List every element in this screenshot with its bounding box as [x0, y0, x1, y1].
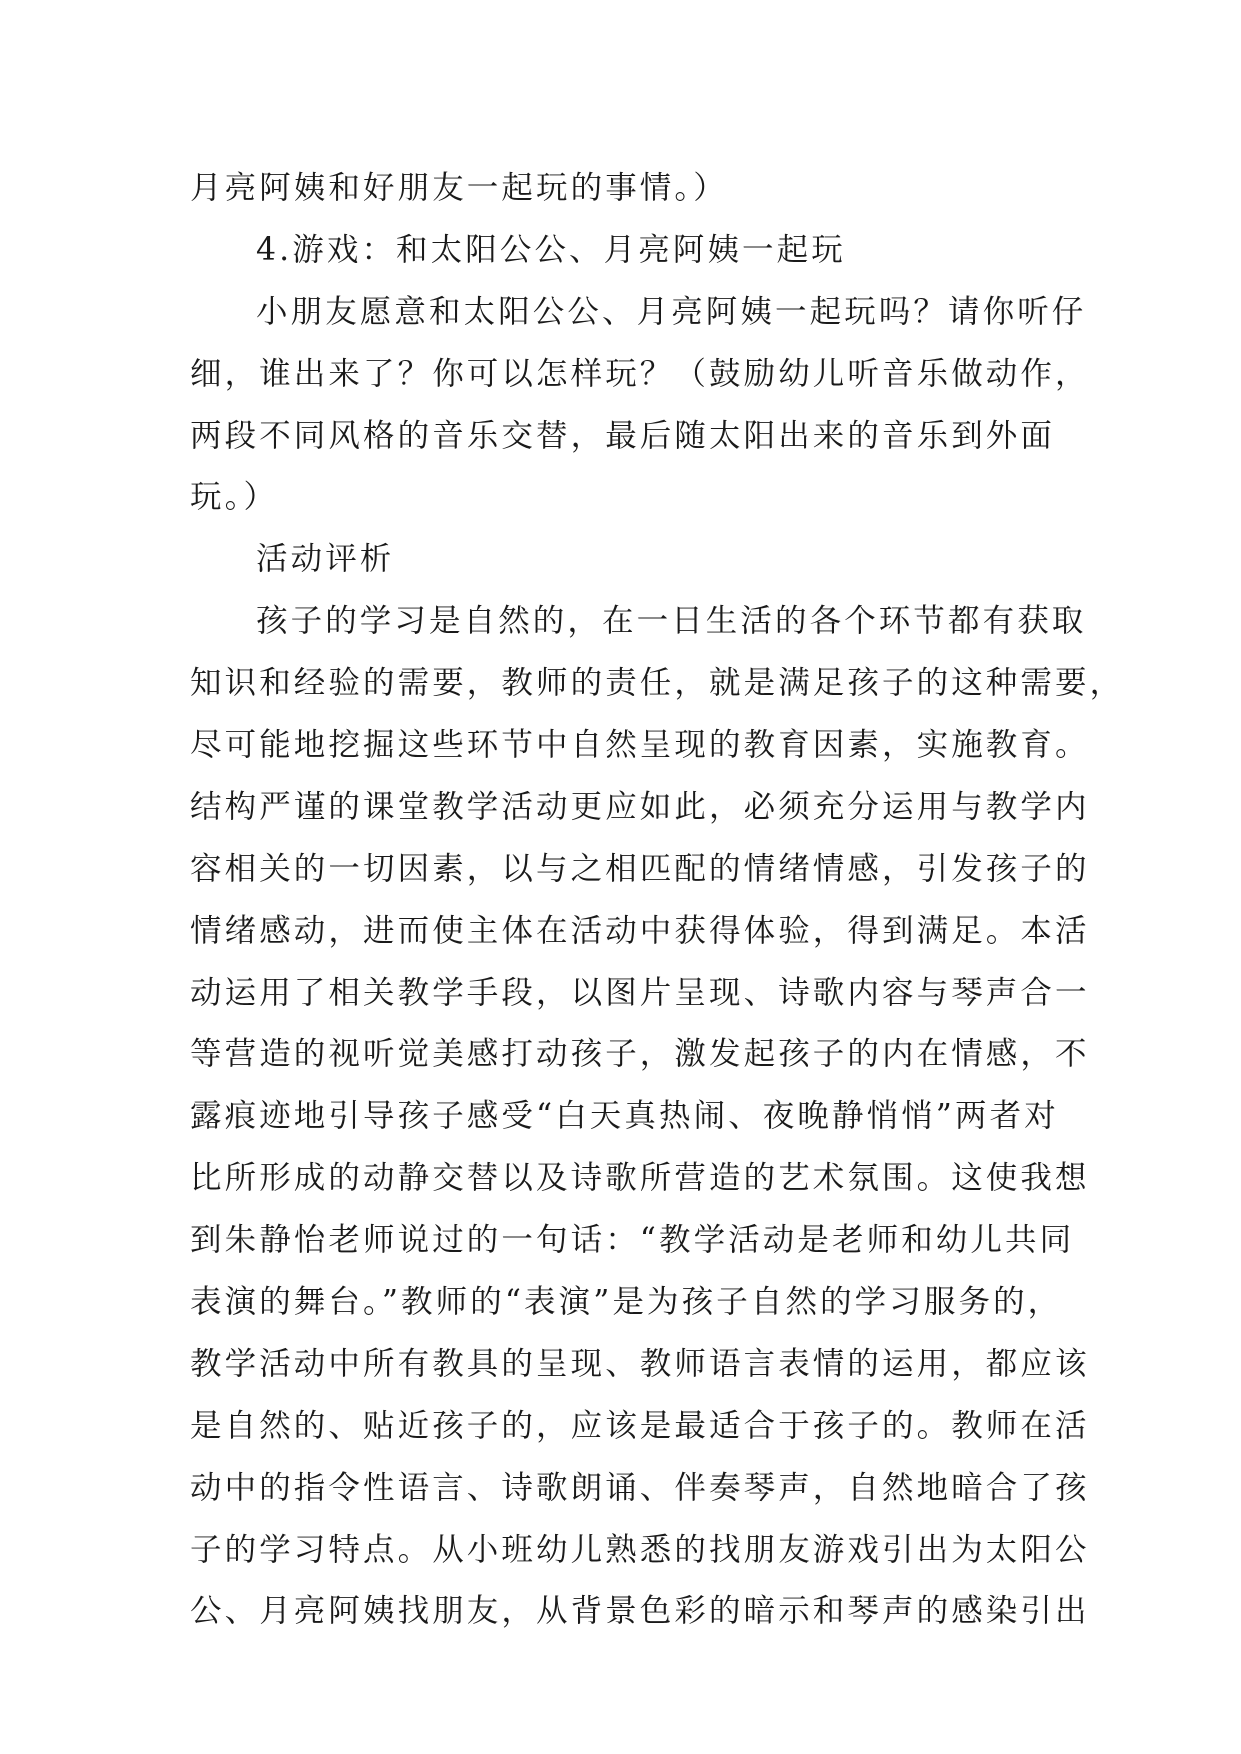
text-line: 情绪感动，进而使主体在活动中获得体验，得到满足。本活	[190, 912, 1090, 949]
text-line: 知识和经验的需要，教师的责任，就是满足孩子的这种需要，	[190, 665, 1125, 702]
section-heading-analysis: 活动评析	[256, 541, 395, 578]
text-line: 孩子的学习是自然的，在一日生活的各个环节都有获取	[256, 603, 1087, 640]
document-body	[190, 158, 1125, 1643]
section-heading-game: 4.游戏：和太阳公公、月亮阿姨一起玩	[256, 231, 846, 268]
text-line: 细，谁出来了？你可以怎样玩？（鼓励幼儿听音乐做动作，	[190, 355, 1090, 392]
text-line: 动中的指令性语言、诗歌朗诵、伴奏琴声，自然地暗合了孩	[190, 1469, 1090, 1506]
text-line: 动运用了相关教学手段，以图片呈现、诗歌内容与琴声合一	[190, 974, 1090, 1011]
text-line: 结构严谨的课堂教学活动更应如此，必须充分运用与教学内	[190, 788, 1090, 825]
text-line: 露痕迹地引导孩子感受“白天真热闹、夜晚静悄悄”两者对	[190, 1098, 1059, 1135]
text-line: 两段不同风格的音乐交替，最后随太阳出来的音乐到外面	[190, 417, 1056, 454]
text-line: 尽可能地挖掘这些环节中自然呈现的教育因素，实施教育。	[190, 727, 1090, 764]
text-line: 教学活动中所有教具的呈现、教师语言表情的运用，都应该	[190, 1345, 1090, 1382]
text-line: 比所形成的动静交替以及诗歌所营造的艺术氛围。这使我想	[190, 1160, 1090, 1197]
text-line: 小朋友愿意和太阳公公、月亮阿姨一起玩吗？请你听仔	[256, 293, 1087, 330]
text-line: 到朱静怡老师说过的一句话：“教学活动是老师和幼儿共同	[190, 1222, 1075, 1259]
text-line: 等营造的视听觉美感打动孩子，激发起孩子的内在情感，不	[190, 1036, 1090, 1073]
text-line: 容相关的一切因素，以与之相匹配的情绪情感，引发孩子的	[190, 850, 1090, 887]
text-line: 玩。）	[190, 479, 279, 516]
text-line: 月亮阿姨和好朋友一起玩的事情。）	[190, 170, 728, 206]
text-line: 公、月亮阿姨找朋友，从背景色彩的暗示和琴声的感染引出	[190, 1593, 1090, 1630]
text-line: 是自然的、贴近孩子的，应该是最适合于孩子的。教师在活	[190, 1407, 1090, 1444]
text-line: 表演的舞台。”教师的“表演”是为孩子自然的学习服务的，	[190, 1284, 1063, 1321]
text-line: 子的学习特点。从小班幼儿熟悉的找朋友游戏引出为太阳公	[190, 1531, 1090, 1568]
